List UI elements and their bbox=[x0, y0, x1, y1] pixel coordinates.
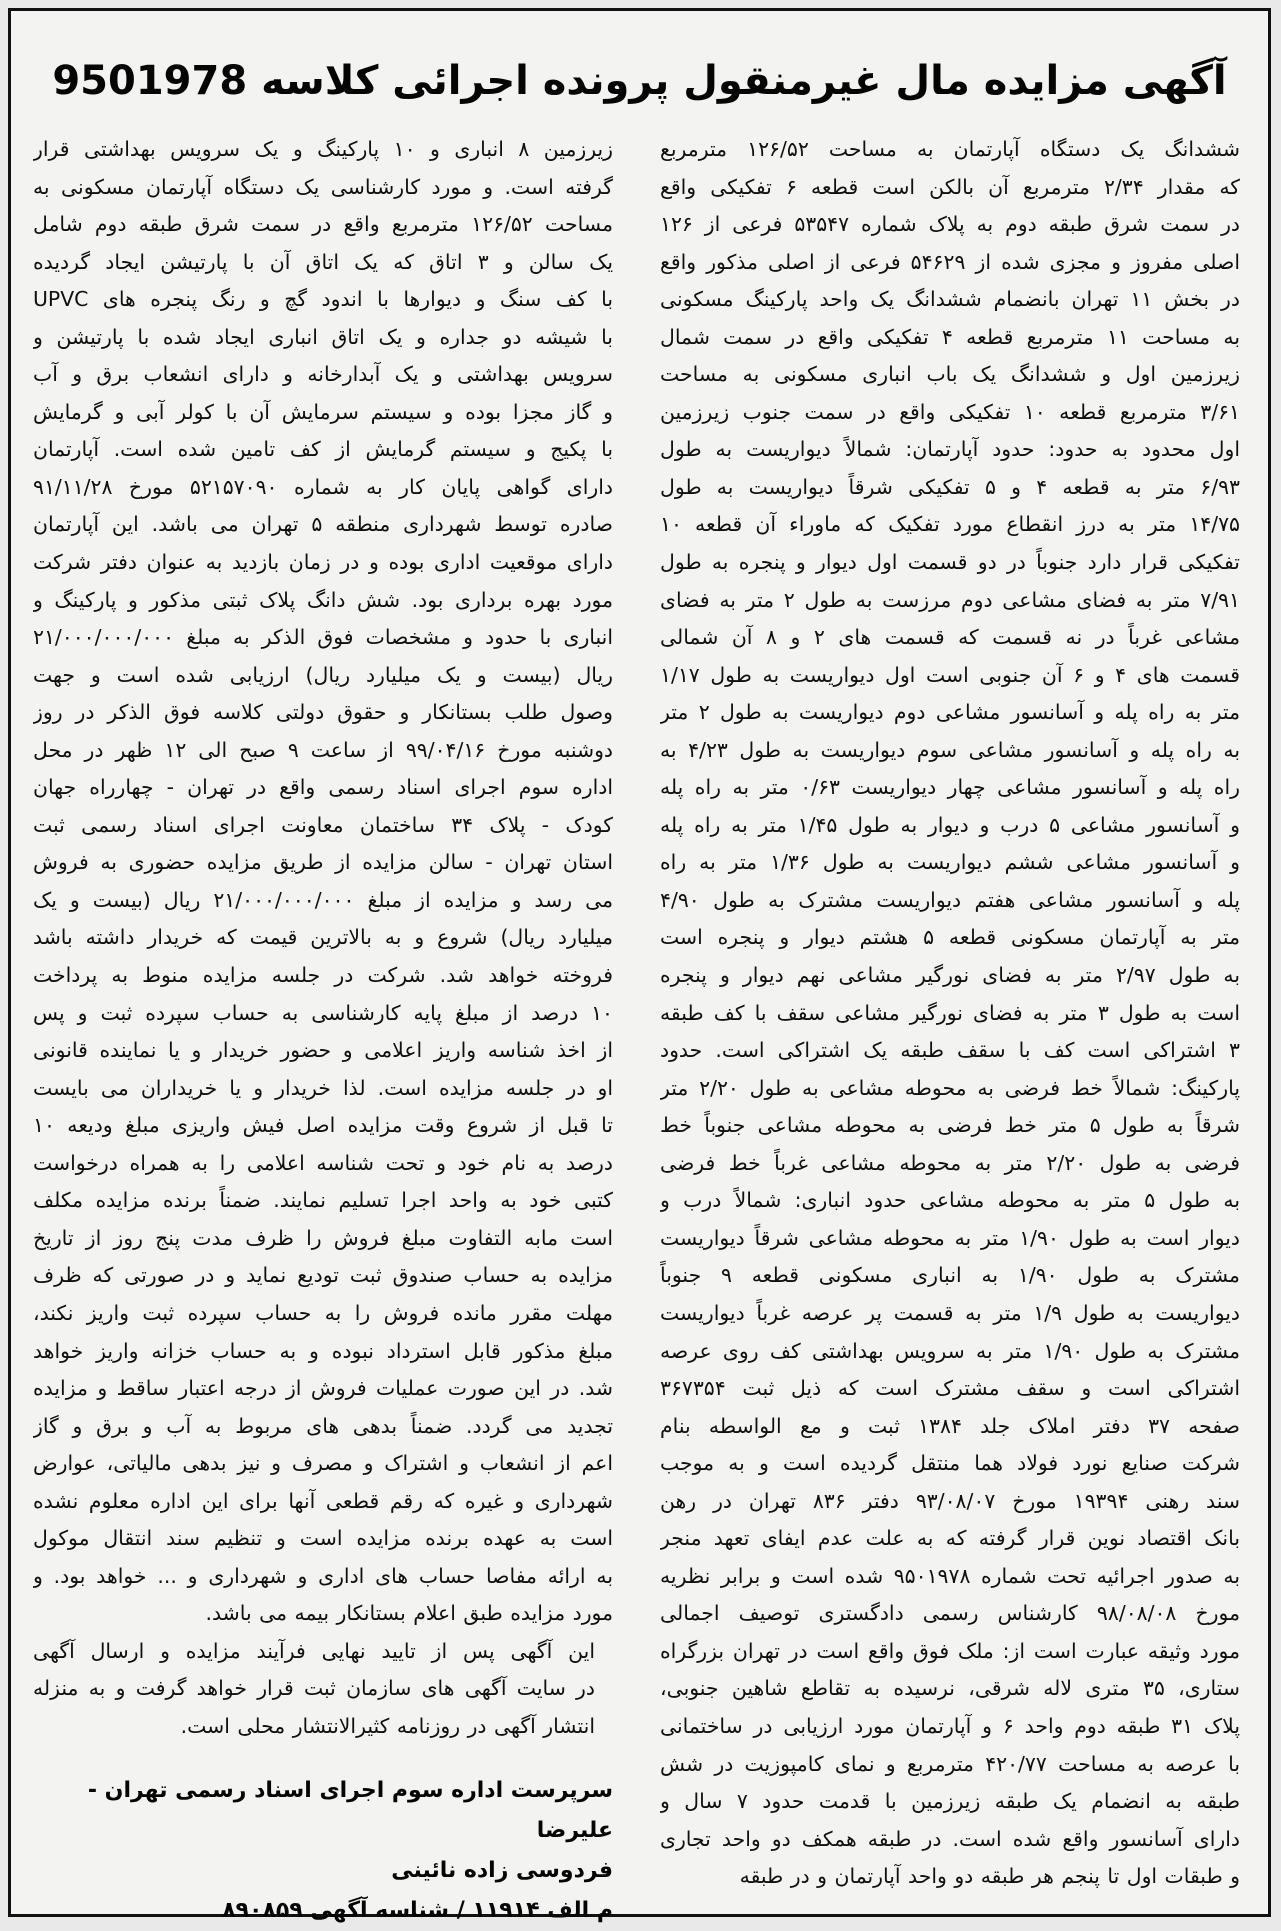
right-column-line: ۳ اشتراکی است کف با سقف طبقه یک اشتراکی است. حدود bbox=[660, 1038, 1240, 1063]
left-column-line: با پکیج و سیستم گرمایش از کف تامین شده است. آپارتمان bbox=[33, 437, 613, 462]
notice-body-right-column bbox=[660, 131, 1240, 1901]
right-column-line: طبقه به انضمام یک طبقه زیرزمین با قدمت حدود ۷ سال و bbox=[660, 1789, 1240, 1814]
right-column-line: در سمت شرق طبقه دوم به پلاک شماره ۵۳۵۴۷ فرعی از ۱۲۶ bbox=[660, 212, 1240, 237]
left-column-line: کودک - پلاک ۳۴ ساختمان معاونت اجرای اسناد رسمی ثبت bbox=[33, 812, 613, 837]
left-column-line: تجدید می گردد. ضمناً بدهی های مربوط به آب و برق و گاز bbox=[33, 1413, 613, 1438]
left-column-line: است به عهده برنده مزایده است و تنظیم سند انتقال موکول bbox=[33, 1526, 613, 1551]
left-column-line: گرفته است. و مورد کارشناسی یک دستگاه آپارتمان مسکونی به bbox=[33, 174, 613, 199]
left-column-line: ۱۰ درصد از مبلغ پایه کارشناسی به حساب سپرده ثبت و پس bbox=[33, 1000, 613, 1025]
right-column-line: به طول ۵ متر به محوطه مشاعی حدود انباری: شمالاً درب و bbox=[660, 1188, 1240, 1213]
right-column-line: پله و آسانسور مشاعی هفتم دیواریست مشترک به طول ۴/۹۰ bbox=[660, 887, 1240, 912]
left-column-line: مزایده به حساب صندوق ثبت توديع نماید و در صورتی که ظرف bbox=[33, 1263, 613, 1288]
left-column-line: با کف سنگ و دیوارها با اندود گچ و رنگ پنجره های UPVC bbox=[33, 287, 613, 312]
right-column-line: پارکینگ: شمالاً خط فرضی به محوطه مشاعی به طول ۲/۲۰ متر bbox=[660, 1075, 1240, 1100]
left-column-line: او در جلسه مزایده است. لذا خریدار و یا خریداران می بایست bbox=[33, 1075, 613, 1100]
right-column-line: دارای آسانسور واقع شده است. در طبقه همکف دو واحد تجاری bbox=[660, 1826, 1240, 1851]
left-column-line: شهرداری و غیره که رقم قطعی آنها برای این اداره معلوم نشده bbox=[33, 1488, 613, 1513]
right-column-line: ۳/۶۱ مترمربع قطعه ۱۰ تفکیکی واقع در سمت جنوب زیرزمین bbox=[660, 399, 1240, 424]
newspaper-notice bbox=[8, 8, 1271, 1923]
left-column-line: به ارائه مفاصا حساب های اداری و شهرداری و ... خواهد بود. و bbox=[33, 1563, 613, 1588]
right-column-line: دیوار است به طول ۱/۹۰ متر به محوطه مشاعی شرقاً دیواریست bbox=[660, 1225, 1240, 1250]
left-column-closing-line: این آگهی پس از تایید نهایی فرآیند مزایده و ارسال آگهی bbox=[33, 1638, 595, 1663]
left-column-line: مبلغ مذکور قابل استرداد نبوده و به حساب خزانه واریز خواهد bbox=[33, 1338, 613, 1363]
right-column-line: مورخ ۹۸/۰۸/۰۸ کارشناس رسمی دادگستری توصیف اجمالی bbox=[660, 1601, 1240, 1626]
left-column-closing-line: انتشار آگهی در روزنامه کثیرالانتشار محلی است. bbox=[180, 1713, 595, 1738]
right-column-line: به صدور اجرائیه تحت شماره ۹۵۰۱۹۷۸ شده است و برابر نظریه bbox=[660, 1563, 1240, 1588]
left-column-line: زیرزمین ۸ انباری و ۱۰ پارکینگ و یک سرویس بهداشتی قرار bbox=[33, 137, 613, 161]
right-column-line: و آسانسور مشاعی ششم دیواریست به طول ۱/۳۶ متر به راه bbox=[660, 850, 1240, 875]
left-column-line: کتبی خود به واحد اجرا تسلیم نمایند. ضمناً برنده مزایده مکلف bbox=[33, 1188, 613, 1213]
right-column-line: مشاعی غرباً در نه قسمت که قسمت های ۲ و ۸ آن شمالی bbox=[660, 625, 1240, 650]
right-column-line: مورد وثیقه عبارت است از: ملک فوق واقع است در تهران بزرگراه bbox=[660, 1638, 1240, 1663]
right-column-line: صفحه ۳۷ دفتر املاک جلد ۱۳۸۴ ثبت و مع الواسطه بنام bbox=[660, 1413, 1240, 1438]
right-column-line: تفکیکی قرار دارد جنوباً در دو قسمت اول دیوار و پنجره به طول bbox=[660, 550, 1240, 575]
signature-official-name: فردوسی زاده نائینی bbox=[391, 1858, 613, 1883]
right-column-line: با عرصه به مساحت ۴۲۰/۷۷ مترمربع و نمای کامپوزیت در شش bbox=[660, 1751, 1240, 1776]
right-column-line: فرضی به طول ۲/۲۰ متر به محوطه مشاعی غرباً خط فرضی bbox=[660, 1150, 1240, 1175]
left-column-line: با شیشه دو جداره و یک اتاق انباری ایجاد شده با پارتیشن و bbox=[33, 324, 613, 349]
left-column-line: دارای موقعیت اداری بوده و در زمان بازدید به عنوان دفتر شرکت bbox=[33, 550, 613, 575]
right-column-line: اصلی مفروز و مجزی شده از ۵۴۶۲۹ فرعی از اصلی مذکور واقع bbox=[660, 249, 1240, 274]
right-column-line: مشترک به طول ۱/۹۰ به انباری مسکونی قطعه ۹ جنوباً bbox=[660, 1263, 1240, 1288]
left-column-line: مساحت ۱۲۶/۵۲ مترمربع واقع در سمت شرق طبقه دوم شامل bbox=[33, 212, 613, 237]
left-column-line: میلیارد ریال) شروع و به بالاترین قیمت که خریدار داشته باشد bbox=[33, 925, 613, 950]
right-column-line: شرقاً به طول ۵ متر خط فرضی به محوطه مشاعی جنوباً خط bbox=[660, 1113, 1240, 1138]
notice-headline: آگهی مزایده مال غیرمنقول پرونده اجرائی کلاسه 9501978 bbox=[52, 58, 1227, 104]
left-column-line: سرویس بهداشتی و یک آبدارخانه و دارای انشعاب برق و آب bbox=[33, 362, 613, 387]
left-column-closing-line: در سایت آگهی های سازمان ثبت قرار خواهد گرفت و به منزله bbox=[33, 1676, 595, 1701]
left-column-line: و گاز مجزا بوده و سیستم سرمایش آن با کولر آبی و گرمایش bbox=[33, 399, 613, 424]
right-column-line: متر به راه پله و آسانسور مشاعی دوم دیواریست به طول ۲ متر bbox=[660, 700, 1240, 725]
left-column-line: ریال (بیست و یک میلیارد ریال) ارزیابی شده است و جهت bbox=[33, 662, 613, 687]
right-column-line: به طول ۲/۹۷ متر به فضای نورگیر مشاعی نهم دیوار و پنجره bbox=[660, 963, 1240, 988]
left-column-line: تا قبل از شروع وقت مزایده اصل فیش واریزی مبلغ ودیعه ۱۰ bbox=[33, 1113, 613, 1138]
right-column-line: به راه پله و آسانسور مشاعی سوم دیواریست به طول ۴/۲۳ به bbox=[660, 737, 1240, 762]
right-column-line: و آسانسور مشاعی ۵ درب و دیوار به طول ۱/۴۵ متر به راه پله bbox=[660, 812, 1240, 837]
left-column-line: استان تهران - سالن مزایده از طریق مزایده حضوری به فروش bbox=[33, 850, 613, 875]
right-column-line: ۶/۹۳ متر به قطعه ۴ و ۵ تفکیکی شرقاً دیواریست به طول bbox=[660, 474, 1240, 499]
right-column-line: در بخش ۱۱ تهران بانضمام ششدانگ یک واحد پارکینگ مسکونی bbox=[660, 287, 1240, 312]
signature-official-title: سرپرست اداره سوم اجرای اسناد رسمی تهران - علیرضا bbox=[87, 1778, 613, 1843]
signature-reference-ids: م الف ۱۱۹۱۴ / شناسه آگهی ۸۹۰۸۵۹ bbox=[222, 1898, 613, 1923]
left-column-line: می رسد و مزایده از مبلغ ۲۱/۰۰۰/۰۰۰/۰۰۰ ریال (بیست و یک bbox=[33, 887, 613, 912]
left-column-line: است مابه التفاوت مبلغ فروش را ظرف مدت پنج روز از تاریخ bbox=[33, 1225, 613, 1250]
right-column-line: ششدانگ یک دستگاه آپارتمان به مساحت ۱۲۶/۵۲ مترمربع bbox=[660, 137, 1240, 161]
left-column-line: وصول طلب بستانکار و حقوق دولتی کلاسه فوق الذکر در روز bbox=[33, 700, 613, 725]
notice-body-left-column bbox=[33, 131, 613, 1901]
right-column-line: ۱۴/۷۵ متر به درز انقطاع مورد تفکیک که ماوراء آن قطعه ۱۰ bbox=[660, 512, 1240, 537]
left-column-line: اعم از انشعاب و اشتراک و مصرف و نیز بدهی مالیاتی، عوارض bbox=[33, 1451, 613, 1476]
left-column-line: انباری با حدود و مشخصات فوق الذکر به مبلغ ۲۱/۰۰۰/۰۰۰/۰۰۰ bbox=[33, 625, 613, 650]
right-column-line: متر به آپارتمان مسکونی قطعه ۵ هشتم دیوار و پنجره است bbox=[660, 925, 1240, 950]
right-column-line: و طبقات اول تا پنجم هر طبقه دو واحد آپارتمان و در طبقه bbox=[739, 1864, 1240, 1889]
left-column-line: یک سالن و ۳ اتاق که یک اتاق آن با پارتیشن ایجاد گردیده bbox=[33, 249, 613, 274]
right-column-line: زیرزمین اول و ششدانگ یک باب انباری مسکونی به مساحت bbox=[660, 362, 1240, 387]
right-column-line: سند رهنی ۱۹۳۹۴ مورخ ۹۳/۰۸/۰۷ دفتر ۸۳۶ تهران در رهن bbox=[660, 1488, 1240, 1513]
right-column-line: که مقدار ۲/۳۴ مترمربع آن بالکن است قطعه ۶ تفکیکی واقع bbox=[660, 174, 1240, 199]
left-column-line: دارای گواهی پایان کار به شماره ۵۲۱۵۷۰۹۰ مورخ ۹۱/۱۱/۲۸ bbox=[33, 474, 613, 499]
left-column-line: دوشنبه مورخ ۹۹/۰۴/۱۶ از ساعت ۹ صبح الی ۱۲ ظهر در محل bbox=[33, 737, 613, 762]
right-column-line: مشترک به طول ۱/۹۰ متر به سرویس بهداشتی کف روی عرصه bbox=[660, 1338, 1240, 1363]
left-column-line: فروخته خواهد شد. شرکت در جلسه مزایده منوط به پرداخت bbox=[33, 963, 613, 988]
right-column-line: به مساحت ۱۱ مترمربع قطعه ۴ تفکیکی واقع در سمت شمال bbox=[660, 324, 1240, 349]
left-column-line: مورد مزایده طبق اعلام بستانکار بیمه می باشد. bbox=[205, 1601, 613, 1626]
right-column-line: پلاک ۳۱ طبقه دوم واحد ۶ و آپارتمان مورد ارزیابی در ساختمانی bbox=[660, 1713, 1240, 1738]
right-column-line: است به طول ۳ متر به فضای نورگیر مشاعی سقف با کف طبقه bbox=[660, 1000, 1240, 1025]
left-column-line: شد. در این صورت عملیات فروش از درجه اعتبار ساقط و مزایده bbox=[33, 1376, 613, 1401]
notice-paragraph-auction-terms bbox=[33, 131, 613, 1633]
right-column-line: شرکت صنایع نورد فولاد هما منتقل گردیده است و به موجب bbox=[660, 1451, 1240, 1476]
notice-paragraph-publication bbox=[33, 1633, 613, 1746]
right-column-line: راه پله و آسانسور مشاعی چهار دیواریست ۰/۶۳ متر به راه پله bbox=[660, 775, 1240, 800]
left-column-line: از اخذ شناسه واریز اعلامی و حضور خریدار و یا نماینده قانونی bbox=[33, 1038, 613, 1063]
right-column-line: اول محدود به حدود: حدود آپارتمان: شمالاً دیواریست به طول bbox=[660, 437, 1240, 462]
left-column-line: مورد بهره برداری بود. شش دانگ پلاک ثبتی مذکور و پارکینگ و bbox=[33, 587, 613, 612]
left-column-line: مهلت مقرر مانده فروش را به حساب سپرده ثبت واریز نکند، bbox=[33, 1300, 613, 1325]
left-column-line: صادره توسط شهرداری منطقه ۵ تهران می باشد. این آپارتمان bbox=[33, 512, 613, 537]
right-column-line: قسمت های ۴ و ۶ آن جنوبی است اول دیواریست به طول ۱/۱۷ bbox=[660, 662, 1240, 687]
right-column-line: ستاری، ۳۵ متری لاله شرقی، نرسیده به تقاطع شاهین جنوبی، bbox=[660, 1676, 1240, 1701]
right-column-line: بانک اقتصاد نوین قرار گرفته که به علت عدم ایفای تعهد منجر bbox=[660, 1526, 1240, 1551]
left-column-line: اداره سوم اجرای اسناد رسمی واقع در تهران - چهارراه جهان bbox=[33, 775, 613, 800]
notice-signature-block bbox=[33, 1771, 613, 1931]
right-column-line: ۷/۹۱ متر به فضای مشاعی دوم مرزست به طول ۲ متر به فضای bbox=[660, 587, 1240, 612]
left-column-line: درصد به نام خود و تحت شناسه اعلامی را به همراه درخواست bbox=[33, 1150, 613, 1175]
right-column-line: دیواریست به طول ۱/۹ متر به قسمت پر عرصه غرباً دیواریست bbox=[660, 1300, 1240, 1325]
right-column-line: اشتراکی است و سقف مشترک است که ذیل ثبت ۳۶۷۳۵۴ bbox=[660, 1376, 1240, 1401]
